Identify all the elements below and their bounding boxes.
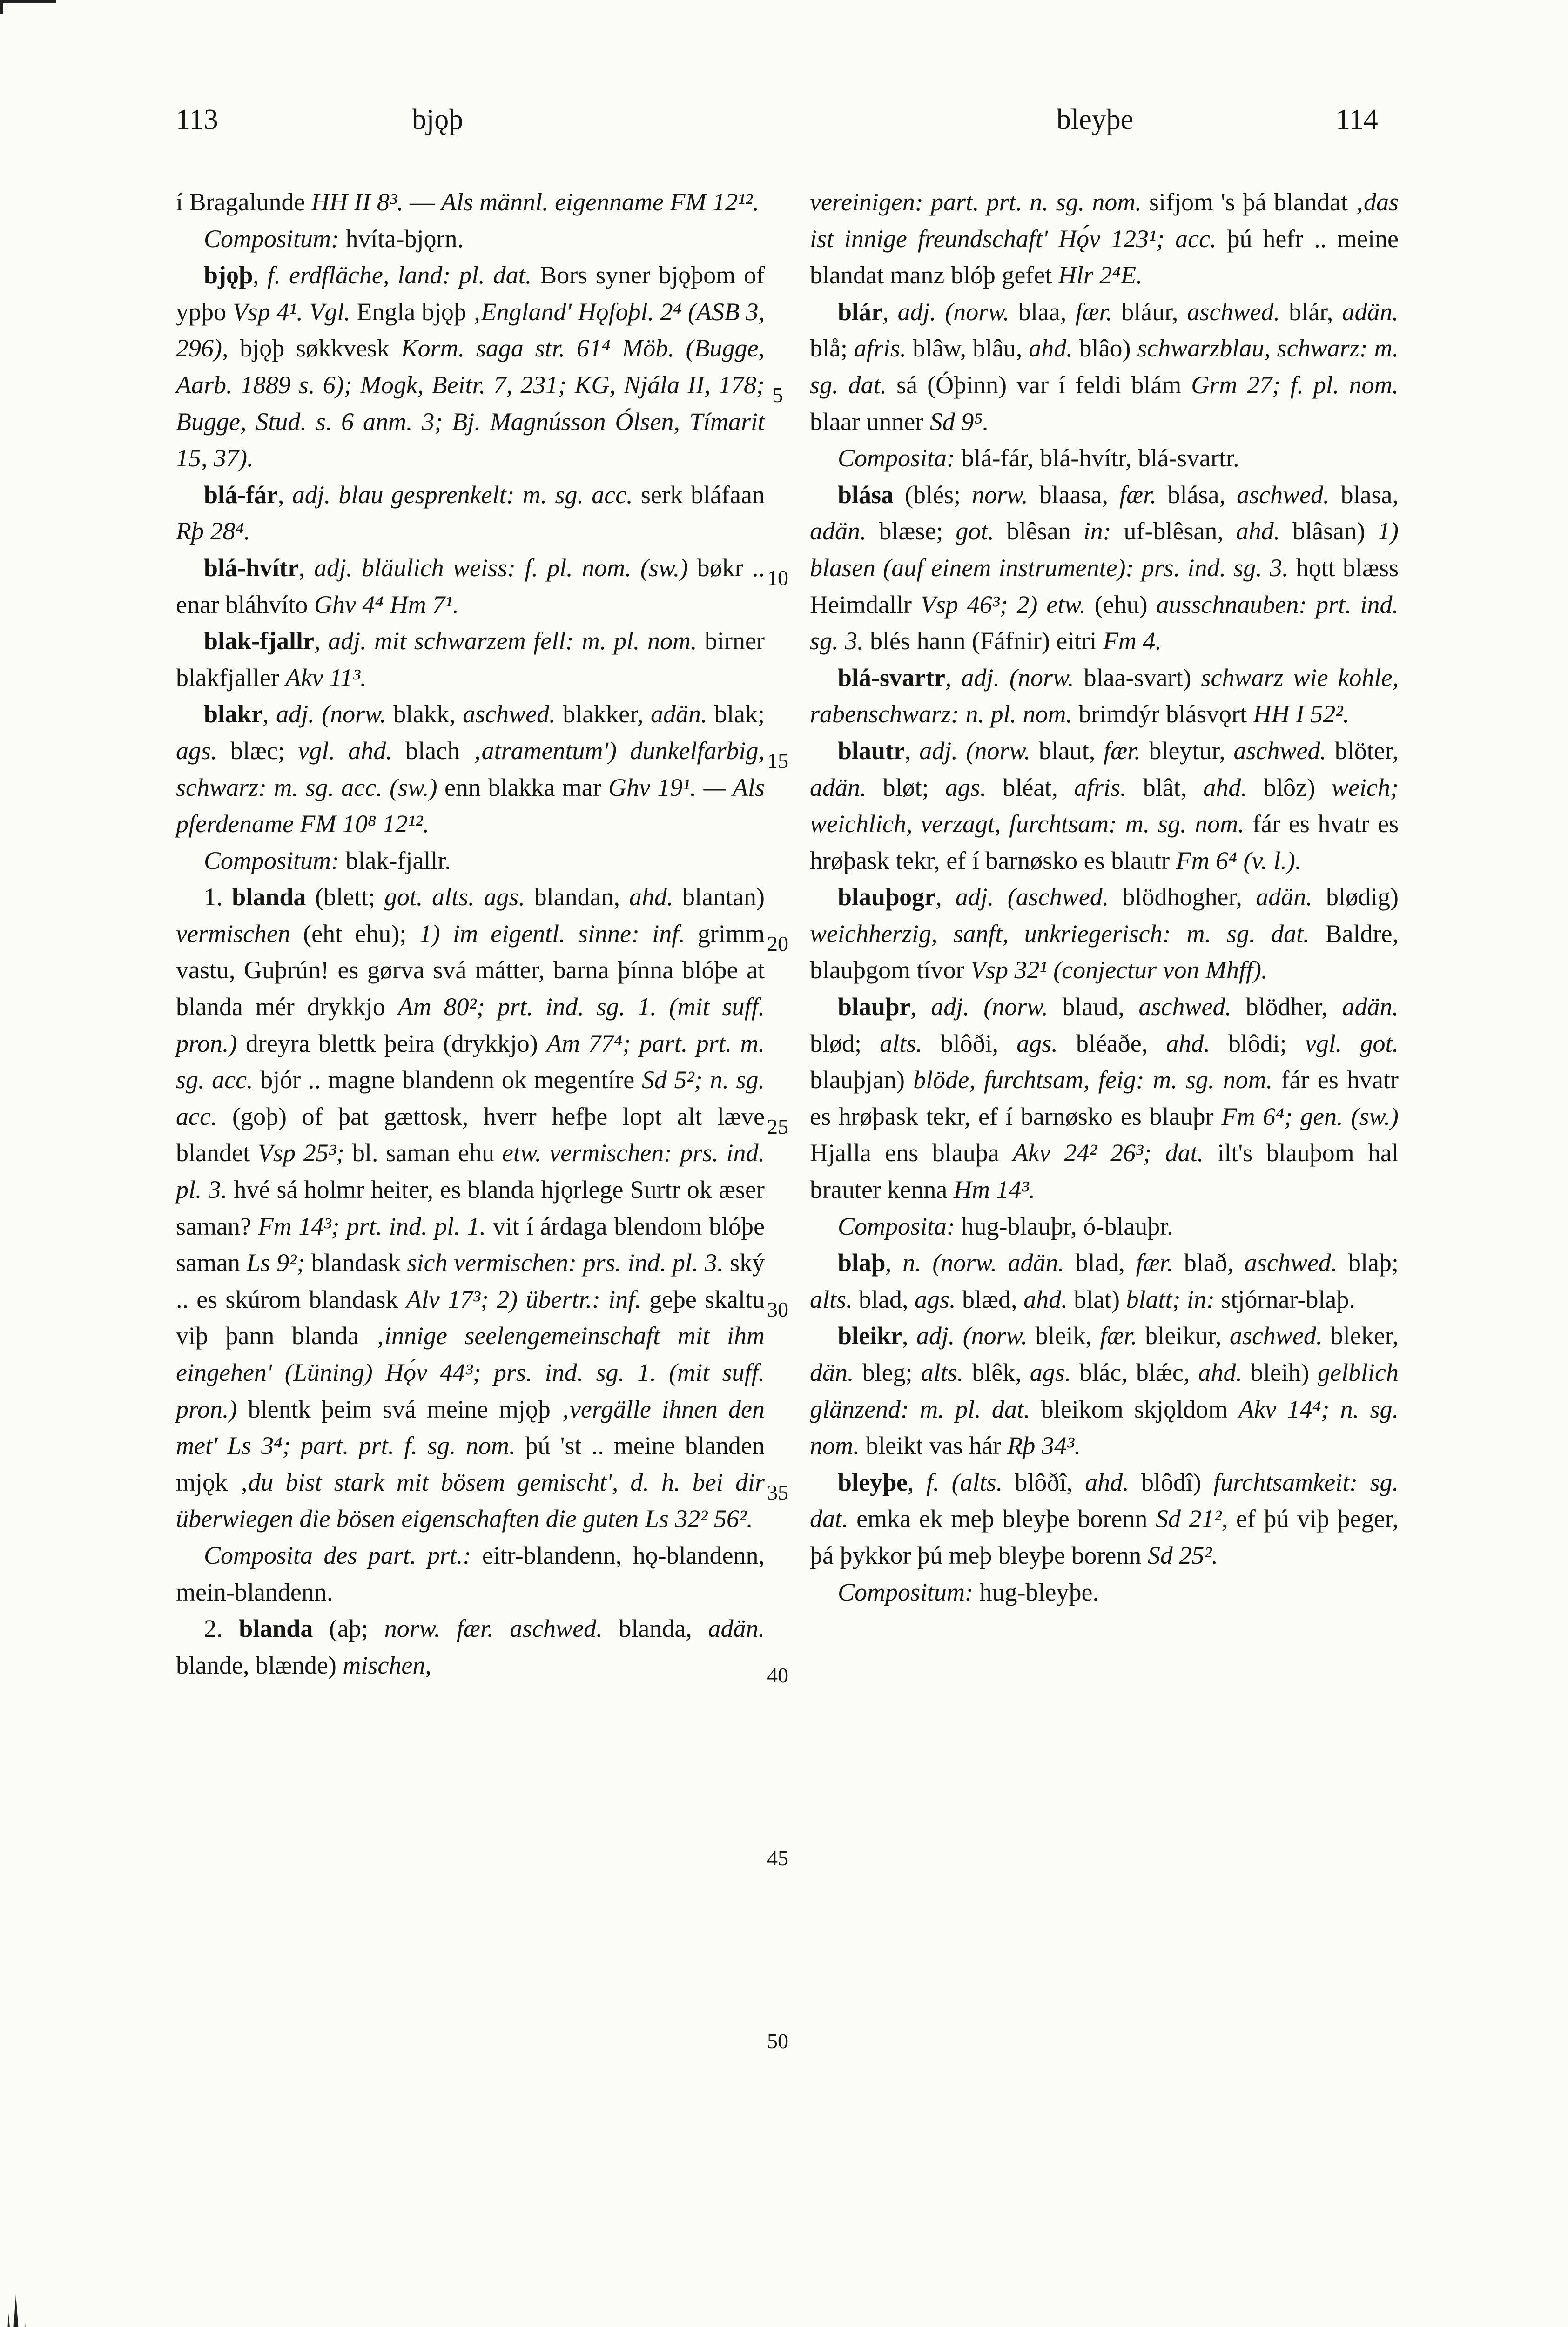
gloss: gelblich glänzend: m. pl. dat. [810, 1359, 1399, 1423]
text: , [902, 1322, 916, 1350]
text: blár, [1279, 297, 1342, 326]
text: , [905, 736, 920, 765]
gloss: vereinigen: part. prt. n. sg. nom. [810, 188, 1142, 216]
gloss: aschwed. [1138, 993, 1232, 1021]
entry-blasa [810, 477, 1399, 659]
gloss: fær. [1104, 736, 1141, 765]
gloss: f. (alts. [926, 1468, 1003, 1496]
gloss: adj. (aschwed. [955, 883, 1109, 911]
gloss: alts. [921, 1359, 964, 1386]
text: ský .. es skúrom blandask [176, 1249, 765, 1313]
line-number: 40 [767, 1663, 788, 1687]
text: fár es hvatr es hrøþask tekr, ef í barnøsko es blautr [810, 810, 1399, 874]
text: bleih) [1242, 1359, 1318, 1386]
headword: blauþogr [838, 883, 936, 911]
text: bleikt vas hár [859, 1432, 1008, 1460]
gloss: aschwed. [1187, 297, 1280, 326]
gloss: sich vermischen: prs. ind. pl. 3. [407, 1249, 724, 1277]
text: blác, blǽc, [1071, 1359, 1198, 1386]
reference: Sd 9⁵. [929, 407, 989, 436]
reference: Rþ 34³. [1007, 1432, 1081, 1460]
text: bløt; [866, 773, 945, 801]
reference: Sd 21², [1156, 1505, 1228, 1533]
gloss: ‚atramentum') dunkelfarbig, schwarz: m. sg. acc. (sw.) [176, 736, 765, 801]
gloss: ahd. [1236, 517, 1280, 545]
gloss: aschwed. [463, 700, 556, 728]
reference: Fm 6⁴; gen. (sw.) [1221, 1102, 1399, 1130]
reference: Alv 17³; 2) übertr.: inf. [406, 1285, 641, 1313]
gloss: n. (norw. adän. [902, 1249, 1064, 1277]
gloss: ausschnauben: prt. ind. sg. 3. [810, 590, 1399, 655]
reference: HH I 52². [1253, 700, 1350, 728]
gloss: adän. [650, 700, 707, 728]
line-number: 50 [767, 2029, 788, 2053]
headword: blá-fár [204, 480, 278, 509]
gloss: adj. mit schwarzem fell: m. pl. nom. [328, 627, 697, 655]
text: í Bragalunde [176, 188, 311, 216]
gloss: Als männl. eigenname FM 12¹². [441, 188, 759, 216]
gloss: ags. [915, 1285, 956, 1313]
headword: bleikr [838, 1322, 902, 1350]
headword: blautr [838, 736, 905, 765]
gloss: adän. [810, 517, 867, 545]
gloss: adän. [1342, 993, 1399, 1021]
gloss: ags. [1016, 1029, 1058, 1057]
gloss: vgl. got. [1305, 1029, 1399, 1057]
text: blása, [1156, 480, 1237, 509]
text: , [253, 261, 268, 289]
entry-blanda-2 [176, 1610, 765, 1683]
entry-blauthr [810, 989, 1399, 1208]
left-page-number: 113 [176, 104, 218, 135]
gloss: ags. [1030, 1359, 1071, 1386]
page-header [0, 103, 1568, 145]
text: , [277, 480, 292, 509]
text: , [262, 700, 276, 728]
text: eitr-blandenn, hǫ-blandenn, mein-blandenn. [176, 1541, 765, 1606]
gloss: got. alts. ags. [384, 883, 525, 911]
entry-bla-svartr [810, 659, 1399, 733]
gloss: ahd. [1023, 1285, 1068, 1313]
line-number: 15 [767, 749, 788, 773]
text: (eht ehu); [290, 919, 419, 948]
gloss: adän. [1256, 883, 1312, 911]
reference: ‚England' Hǫfoþl. 2⁴ (ASB 3, 296), [176, 297, 765, 363]
reference: Fm 4. [1103, 627, 1162, 655]
reference: Am 77⁴; part. prt. m. sg. acc. [176, 1029, 765, 1094]
text: hvíta-bjǫrn. [339, 224, 464, 253]
headword: blauþr [838, 993, 911, 1021]
reference: Hlr 2⁴E. [1058, 261, 1143, 289]
reference: Am 80²; prt. ind. sg. 1. (mit suff. pron.) [176, 993, 765, 1057]
reference: Rþ 28⁴. [176, 517, 250, 545]
text: blaa-svart) [1074, 663, 1201, 692]
text: bleker, [1322, 1322, 1399, 1350]
headword: blár [838, 297, 883, 326]
label: Composita: [838, 444, 956, 472]
text: blâsan) [1280, 517, 1378, 545]
entry-continuation [810, 184, 1399, 294]
gloss: fær. [1119, 480, 1157, 509]
gloss: 1) blasen (auf einem instrumente): prs. ind. sg. 3. [810, 517, 1399, 582]
gloss: in: [1083, 517, 1111, 545]
text: bjǫþ søkkvesk [228, 334, 401, 363]
text: , [945, 663, 962, 692]
text: , [935, 883, 956, 911]
gloss: ahd. [1085, 1468, 1129, 1496]
text: blentk þeim svá meine mjǫþ [237, 1395, 561, 1423]
gloss: weich; weichlich, verzagt, furchtsam: m. sg. nom. [810, 773, 1399, 838]
text: uf-blêsan, [1111, 517, 1236, 545]
reference: Ghv 19¹. — Als pferdename FM 10⁸ 12¹². [176, 773, 765, 838]
gloss: got. [956, 517, 994, 545]
gloss: ahd. [1166, 1029, 1210, 1057]
gloss: ahd. [1029, 334, 1073, 363]
headword: blanda [239, 1614, 313, 1643]
composita-line [810, 1208, 1399, 1245]
left-column [176, 184, 765, 1683]
gloss: afris. [1074, 773, 1127, 801]
entry-bleikr [810, 1318, 1399, 1464]
entry-blath [810, 1244, 1399, 1318]
text: blad, [1064, 1249, 1136, 1277]
headword: blanda [232, 883, 306, 911]
reference: Akv 24² 26³; dat. [1013, 1139, 1204, 1167]
text: bleik, [1027, 1322, 1100, 1350]
text: (blés; [894, 480, 972, 509]
reference: Akv 11³. [285, 663, 367, 692]
text: dreyra blettk þeira (drykkjo) [237, 1029, 547, 1057]
gloss: adj. blau gesprenkelt: m. sg. acc. [292, 480, 633, 509]
gloss: alts. [880, 1029, 922, 1057]
entry-bla-far [176, 477, 765, 550]
gloss: afris. [854, 334, 907, 363]
text: blêk, [963, 1359, 1030, 1386]
gloss: adj. (norw. [919, 736, 1031, 765]
text: Bors syner bjǫþom of ypþo [176, 261, 765, 326]
gloss: blatt; in: [1126, 1285, 1215, 1313]
composita-line [176, 1537, 765, 1610]
text: stjórnar-blaþ. [1215, 1285, 1355, 1313]
text: blat) [1067, 1285, 1126, 1313]
text: blæd, [956, 1285, 1024, 1313]
text: (goþ) of þat gættosk, hverr hefþe lopt alt læve blandet [176, 1102, 765, 1167]
gloss: vermischen [176, 919, 290, 948]
text: blæse; [866, 517, 956, 545]
gloss: ahd. [1198, 1359, 1242, 1386]
compositum-line [176, 221, 765, 257]
entry-continuation [176, 184, 765, 221]
text: hug-bleyþe. [973, 1578, 1099, 1606]
text: serk bláfaan [633, 480, 765, 509]
text: geþe skaltu viþ þann blanda [176, 1285, 765, 1350]
line-number: 20 [767, 932, 788, 955]
text: enn blakka mar [437, 773, 609, 801]
entry-blakr [176, 696, 765, 842]
headword: blakr [204, 700, 263, 728]
gloss: adj. (norw. [276, 700, 386, 728]
line-number: 35 [767, 1480, 788, 1504]
gloss: ahd. [629, 883, 673, 911]
text: bleg; [854, 1359, 921, 1386]
gloss: dän. [810, 1359, 854, 1386]
text: blød; [810, 1029, 880, 1057]
text: , [882, 297, 898, 326]
text: blât, [1126, 773, 1204, 801]
text: sifjom 's þá blandat [1141, 188, 1355, 216]
text: blandask [305, 1249, 407, 1277]
text: , [314, 627, 329, 655]
text: blad, [852, 1285, 915, 1313]
text: blakker, [555, 700, 651, 728]
headword: blaþ [838, 1249, 886, 1277]
text: Baldre, blauþgom tívor [810, 919, 1399, 984]
text: hǫtt blæss Heimdallr [810, 553, 1399, 619]
text: blâw, blâu, [906, 334, 1029, 363]
gloss: norw. fær. aschwed. [384, 1614, 603, 1643]
entry-blanda-1 [176, 879, 765, 1537]
gloss: adj. (norw. [961, 663, 1074, 692]
label: Composita des part. prt.: [204, 1541, 471, 1569]
text: blaasa, [1028, 480, 1120, 509]
gloss: fær. [1075, 297, 1112, 326]
gloss: adj. (norw. [897, 297, 1009, 326]
text: blach [392, 736, 473, 765]
text: brimdýr blásvǫrt [1072, 700, 1253, 728]
text: bøkr .. enar bláhvíto [176, 553, 765, 619]
reference: Sd 5²; n. sg. acc. [176, 1066, 765, 1130]
text: Hjalla ens blauþa [810, 1139, 1013, 1167]
compositum-line [810, 1574, 1399, 1611]
gloss: ‚vergälle ihnen den met' Ls 3⁴; part. prt. f. sg. nom. [176, 1395, 765, 1460]
entry-bla-hvitr [176, 550, 765, 623]
text: sá (Óþinn) var í feldi blám [887, 370, 1191, 399]
label: Compositum: [204, 846, 340, 874]
gloss: etw. vermischen: prs. ind. pl. 3. [176, 1139, 765, 1204]
text: þú 'st .. meine blanden mjǫk [176, 1432, 765, 1496]
text: bl. saman ehu [344, 1139, 502, 1167]
line-number: 5 [772, 383, 783, 407]
text: (blett; [306, 883, 384, 911]
gloss: f. erdfläche, land: pl. dat. [267, 261, 532, 289]
reference: Ghv 4⁴ Hm 7¹. [314, 590, 459, 619]
gloss: fær. [1100, 1322, 1137, 1350]
headword: blak-fjallr [204, 627, 314, 655]
reference: Korm. saga str. 61⁴ Möb. (Bugge, Aarb. 1889 s. 6); Mogk, Beitr. 7, 231; KG, Njála II, 178; Bugge, Stud. s. 6 anm. 3; Bj. Magnússon Ólsen, Tímarit 15, 37). [176, 334, 765, 472]
text: blað, [1173, 1249, 1245, 1277]
right-page-number: 114 [1336, 104, 1378, 135]
text: blêsan [994, 517, 1083, 545]
gloss: ‚du bist stark mit bösem gemischt', d. h. bei dir überwiegen die bösen eigenschaften die guten Ls 32² 56². [176, 1468, 765, 1533]
text: blöter, [1326, 736, 1399, 765]
reference: Vsp 32¹ (conjectur von Mhff). [970, 956, 1268, 984]
text: blantan) [673, 883, 765, 911]
scan-smudge-mark [0, 2276, 42, 2327]
text: blés hann (Fáfnir) eitri [863, 627, 1103, 655]
text: blasa, [1329, 480, 1399, 509]
reference: Fm 14³; prt. ind. pl. 1. [258, 1212, 486, 1240]
right-column [810, 184, 1399, 1610]
reference: Grm 27; f. pl. nom. [1191, 370, 1399, 399]
gloss: ‚innige seelengemeinschaft mit ihm eingehen' (Lüning) Hǫ́v 44³; prs. ind. sg. 1. (mit suff. pron.) [176, 1322, 765, 1423]
text: bleikur, [1137, 1322, 1230, 1350]
text: ef þú viþ þeger, þá þykkor þú meþ bleyþe borenn [810, 1505, 1399, 1569]
line-number: 25 [767, 1115, 788, 1138]
text: bláur, [1112, 297, 1187, 326]
gloss: ags. [945, 773, 987, 801]
gloss: ags. [176, 736, 217, 765]
text: , [908, 1468, 926, 1496]
gloss: alts. [810, 1285, 853, 1313]
text: bléaðe, [1057, 1029, 1166, 1057]
reference: Vsp 4¹. Vgl. [232, 297, 350, 326]
scan-corner-mark [0, 0, 56, 14]
text: — [403, 188, 441, 216]
gloss: adän. [810, 773, 867, 801]
entry-blauthogr [810, 879, 1399, 989]
gloss: adj. bläulich weiss: f. pl. nom. (sw.) [314, 553, 688, 582]
gloss: adj. (norw. [931, 993, 1048, 1021]
text: blá-fár, blá-hvítr, blá-svartr. [955, 444, 1239, 472]
text: blôði, [922, 1029, 1017, 1057]
text: blæc; [217, 736, 298, 765]
gloss: aschwed. [1233, 736, 1326, 765]
text: blak-fjallr. [339, 846, 451, 874]
text: , [299, 553, 314, 582]
text: bléat, [986, 773, 1075, 801]
gloss: ‚das ist innige freundschaft' Hǫ́v 123¹; acc. [810, 188, 1399, 253]
headword: blá-svartr [838, 663, 945, 692]
text: emka ek meþ bleyþe borenn [848, 1505, 1156, 1533]
gloss: aschwed. [1244, 1249, 1338, 1277]
line-number: 45 [767, 1846, 788, 1870]
right-running-head: bleyþe [1057, 104, 1134, 135]
gloss: aschwed. [1229, 1322, 1323, 1350]
reference: HH II 8³. [311, 188, 404, 216]
line-number: 30 [767, 1298, 788, 1321]
text: blôðî, [1003, 1468, 1085, 1496]
gloss: ahd. [1203, 773, 1247, 801]
gloss: adj. (norw. [916, 1322, 1028, 1350]
reference: Vsp 25³; [257, 1139, 344, 1167]
entry-blautr [810, 733, 1399, 879]
gloss: 1) im eigentl. sinne: inf. [419, 919, 685, 948]
composita-line [810, 440, 1399, 477]
gloss: schwarzblau, schwarz: m. sg. dat. [810, 334, 1399, 399]
gloss: fær. [1136, 1249, 1173, 1277]
text: blaar unner [810, 407, 930, 436]
reference: Sd 25². [1147, 1541, 1218, 1569]
text: , [910, 993, 931, 1021]
reference: Hm 14³. [953, 1176, 1036, 1204]
text: blôdî) [1129, 1468, 1214, 1496]
text: hvé sá holmr heiter, es blanda hjǫrlege Surtr ok æser saman? [176, 1176, 765, 1240]
gloss: weichherzig, sanft, unkriegerisch: m. sg. dat. [810, 919, 1310, 948]
gloss: aschwed. [1237, 480, 1330, 509]
reference: Ls 9²; [246, 1249, 305, 1277]
text: (aþ; [313, 1614, 384, 1643]
entry-bjoth [176, 257, 765, 477]
text: blak; [707, 700, 765, 728]
text: vit í árdaga blendom blóþe saman [176, 1212, 765, 1277]
text: (ehu) [1085, 590, 1157, 619]
headword: bjǫþ [204, 261, 253, 289]
text: blödhogher, [1109, 883, 1256, 911]
text: bjór .. magne blandenn ok megentíre [253, 1066, 642, 1094]
text: bleytur, [1140, 736, 1234, 765]
text: , [885, 1249, 903, 1277]
text: blôdi; [1210, 1029, 1305, 1057]
text: blôz) [1247, 773, 1332, 801]
text: blödher, [1231, 993, 1342, 1021]
text: blødig) [1312, 883, 1399, 911]
gloss: furchtsamkeit: sg. dat. [810, 1468, 1399, 1533]
text: blanda, [602, 1614, 708, 1643]
text: blauþjan) [810, 1066, 914, 1094]
gloss: adän. [708, 1614, 765, 1643]
text: ilt's blauþom hal brauter kenna [810, 1139, 1399, 1204]
entry-blak-fjallr [176, 623, 765, 696]
text: fár es hvatr es hrøþask tekr, ef í barnøsko es blauþr [810, 1066, 1399, 1130]
reference: Vsp 46³; 2) etw. [920, 590, 1086, 619]
compositum-line [176, 842, 765, 879]
text: blaþ; [1337, 1249, 1399, 1277]
text: blandan, [525, 883, 629, 911]
line-number: 10 [767, 566, 788, 590]
headword: blá-hvítr [204, 553, 299, 582]
headword: blása [838, 480, 894, 509]
entry-number: 1. [204, 883, 232, 911]
label: Compositum: [204, 224, 340, 253]
reference: Fm 6⁴ (v. l.). [1176, 846, 1302, 874]
entry-blar [810, 294, 1399, 440]
text: blaut, [1030, 736, 1104, 765]
text: hug-blauþr, ó-blauþr. [955, 1212, 1173, 1240]
gloss: adän. [1342, 297, 1399, 326]
text: blande, blænde) [176, 1651, 343, 1679]
text: blaud, [1048, 993, 1139, 1021]
label: Composita: [838, 1212, 956, 1240]
gloss: blöde, furchtsam, feig: m. sg. nom. [913, 1066, 1273, 1094]
gloss: mischen, [343, 1651, 431, 1679]
text: grimm vastu, Guþrún! es gørva svá mátter, barna þínna blóþe at blanda mér drykkjo [176, 919, 765, 1021]
text: birner blakfjaller [176, 627, 765, 692]
text: bleikom skjǫldom [1030, 1395, 1239, 1423]
text: blâo) [1072, 334, 1137, 363]
label: Compositum: [838, 1578, 974, 1606]
gloss: vgl. ahd. [298, 736, 392, 765]
headword: bleyþe [838, 1468, 908, 1496]
text: blå; [810, 334, 854, 363]
text: blaa, [1009, 297, 1076, 326]
gloss: norw. [972, 480, 1028, 509]
entry-number: 2. [204, 1614, 239, 1643]
left-running-head: bjǫþ [412, 104, 464, 135]
text: Engla bjǫþ [350, 297, 473, 326]
reference: Akv 14⁴; n. sg. nom. [810, 1395, 1399, 1460]
text: blakk, [386, 700, 463, 728]
text: þú hefr .. meine blandat manz blóþ gefet [810, 224, 1399, 289]
gloss: schwarz wie kohle, rabenschwarz: n. pl. nom. [810, 663, 1399, 728]
entry-bleythe [810, 1464, 1399, 1574]
